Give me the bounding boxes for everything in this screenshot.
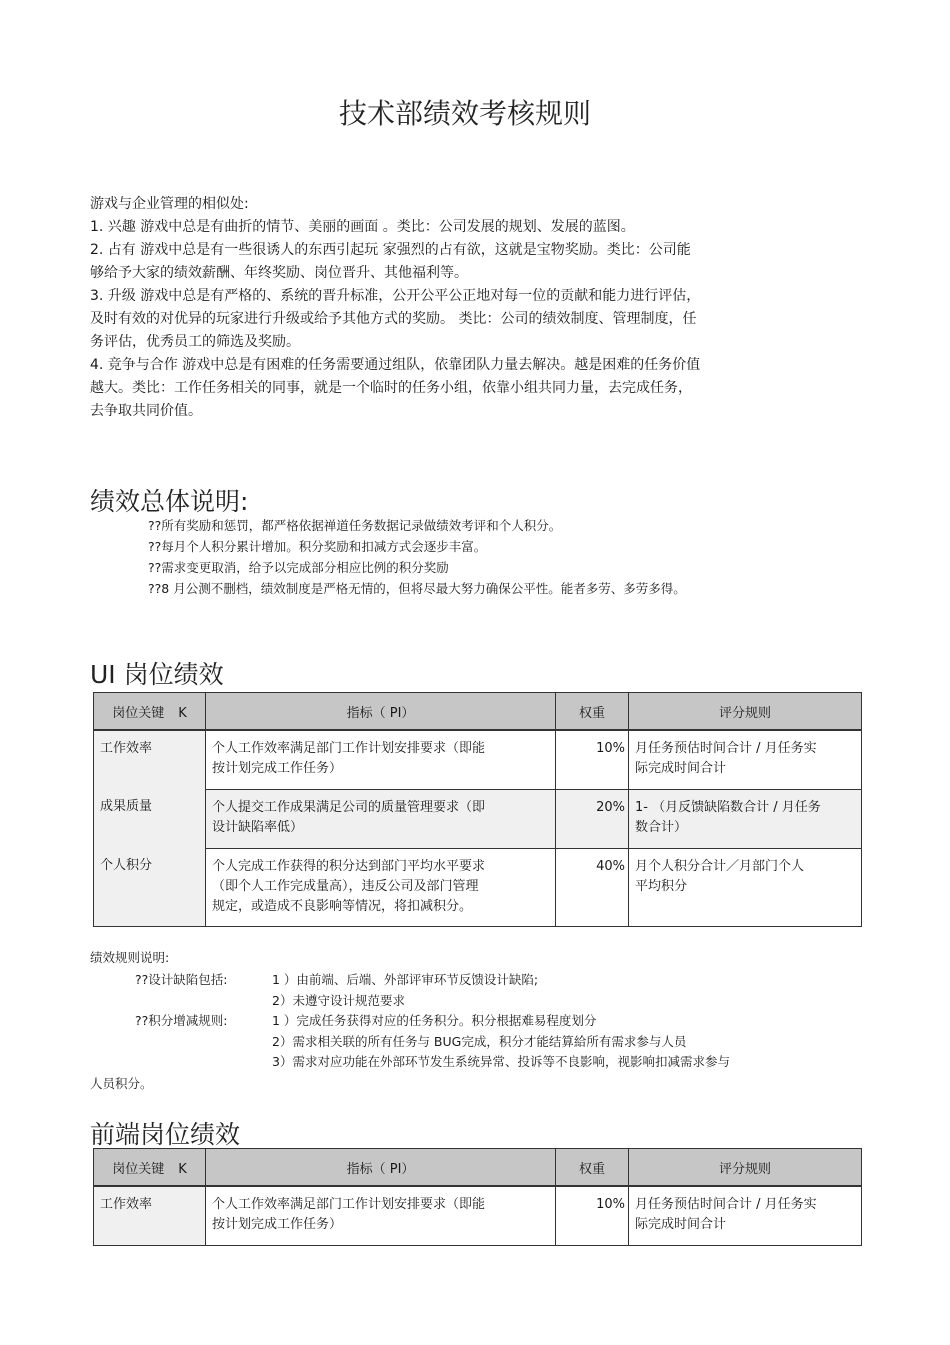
rules-title: 绩效规则说明: — [90, 950, 170, 965]
rule-line: 月任务预估时间合计 / 月任务实 — [635, 741, 817, 756]
row-rule — [629, 789, 862, 848]
intro-line: 游戏与企业管理的相似处: — [90, 196, 249, 212]
fe-section-heading: 前端岗位绩效 — [90, 1120, 241, 1149]
intro-line: 1. 兴趣 游戏中总是有曲折的情节、美丽的画面 。类比：公司发展的规划、发展的蓝图。 — [90, 219, 635, 235]
col-header-key — [94, 1149, 206, 1187]
overall-bullet: ??需求变更取消，给予以完成部分相应比例的积分奖励 — [148, 560, 449, 575]
rule-line: 月任务预估时间合计 / 月任务实 — [635, 1197, 817, 1212]
defect-label: ??设计缺陷包括: — [135, 972, 228, 987]
fe-performance-table — [93, 1148, 862, 1246]
pi-line: 设计缺陷率低） — [212, 819, 304, 835]
row-name: 个人积分 — [94, 848, 206, 926]
col-header-key-label: 岗位关键 — [112, 1161, 165, 1177]
overall-heading: 绩效总体说明: — [90, 487, 249, 516]
table-row — [94, 1186, 862, 1245]
row-rule — [629, 848, 862, 926]
col-header-weight: 权重 — [556, 693, 629, 731]
rule-line: 数合计） — [635, 819, 688, 835]
col-header-pi: 指标（ PI） — [206, 1149, 556, 1187]
pi-line: 个人工作效率满足部门工作计划安排要求（即能 — [212, 741, 486, 756]
row-weight: 20% — [556, 789, 629, 848]
table-row — [94, 789, 862, 848]
rules-tail: 人员积分。 — [90, 1076, 153, 1091]
row-name: 工作效率 — [94, 1186, 206, 1245]
intro-line: 务评估，优秀员工的筛选及奖励。 — [90, 334, 300, 350]
pi-line: 个人工作效率满足部门工作计划安排要求（即能 — [212, 1197, 486, 1212]
col-header-key — [94, 693, 206, 731]
row-name: 工作效率 — [94, 730, 206, 789]
pi-line: 规定，或造成不良影响等情况，将扣减积分。 — [212, 898, 473, 914]
table-header-row — [94, 1149, 862, 1187]
intro-line: 越大。类比：工作任务相关的同事，就是一个临时的任务小组，依靠小组共同力量，去完成任务， — [90, 380, 692, 396]
rule-line: 月个人积分合计／月部门个人 — [635, 858, 805, 874]
row-pi — [206, 848, 556, 926]
intro-line: 2. 占有 游戏中总是有一些很诱人的东西引起玩 家强烈的占有欲，这就是宝物奖励。类比：公司能 — [90, 242, 691, 258]
col-header-rule: 评分规则 — [629, 1149, 862, 1187]
intro-line: 去争取共同价值。 — [90, 403, 202, 419]
row-pi — [206, 789, 556, 848]
score-item: 3）需求对应功能在外部环节发生系统异常、投诉等不良影响，视影响扣减需求参与 — [272, 1054, 730, 1069]
row-pi — [206, 1186, 556, 1245]
overall-bullet: ??每月个人积分累计增加。积分奖励和扣减方式会逐步丰富。 — [148, 539, 487, 554]
rule-line: 平均积分 — [635, 878, 688, 894]
ui-section-heading: UI 岗位绩效 — [90, 660, 224, 689]
pi-line: （即个人工作完成量高），违反公司及部门管理 — [212, 878, 479, 894]
table-header-row — [94, 693, 862, 731]
pi-line: 个人完成工作获得的积分达到部门平均水平要求 — [212, 858, 486, 874]
col-header-key-suffix: K — [178, 705, 187, 721]
pi-line: 个人提交工作成果满足公司的质量管理要求（即 — [212, 799, 486, 815]
defect-item: 2）未遵守设计规范要求 — [272, 993, 405, 1008]
intro-line: 够给予大家的绩效薪酬、年终奖励、岗位晋升、其他福利等。 — [90, 265, 468, 281]
col-header-key-label: 岗位关键 — [112, 705, 165, 721]
score-label: ??积分增减规则: — [135, 1013, 228, 1028]
row-rule — [629, 1186, 862, 1245]
rule-line: 1- （月反馈缺陷数合计 / 月任务 — [635, 799, 821, 815]
row-rule — [629, 730, 862, 789]
col-header-key-suffix: K — [178, 1161, 187, 1177]
intro-line: 及时有效的对优异的玩家进行升级或给予其他方式的奖励。 类比：公司的绩效制度、管理制度，任 — [90, 311, 697, 327]
row-pi — [206, 730, 556, 789]
row-weight: 40% — [556, 848, 629, 926]
overall-bullet: ??8 月公测不删档，绩效制度是严格无情的，但将尽最大努力确保公平性。能者多劳、多劳多得。 — [148, 581, 686, 596]
ui-performance-table — [93, 692, 862, 927]
row-name: 成果质量 — [94, 789, 206, 848]
col-header-pi: 指标（ PI） — [206, 693, 556, 731]
rule-line: 际完成时间合计 — [635, 761, 727, 776]
overall-bullet: ??所有奖励和惩罚，都严格依据禅道任务数据记录做绩效考评和个人积分。 — [148, 518, 562, 533]
intro-line: 3. 升级 游戏中总是有严格的、系统的晋升标准，公开公平公正地对每一位的贡献和能力进行评估， — [90, 288, 701, 304]
row-weight: 10% — [556, 1186, 629, 1245]
score-item: 1 ）完成任务获得对应的任务积分。积分根据难易程度划分 — [272, 1013, 597, 1028]
defect-item: 1 ）由前端、后端、外部评审环节反馈设计缺陷; — [272, 972, 539, 987]
table-row — [94, 848, 862, 926]
col-header-weight: 权重 — [556, 1149, 629, 1187]
intro-line: 4. 竞争与合作 游戏中总是有困难的任务需要通过组队，依靠团队力量去解决。越是困难的任务价值 — [90, 357, 701, 373]
document-title: 技术部绩效考核规则 — [338, 97, 591, 130]
pi-line: 按计划完成工作任务） — [212, 1217, 343, 1232]
rule-line: 际完成时间合计 — [635, 1217, 727, 1232]
row-weight: 10% — [556, 730, 629, 789]
pi-line: 按计划完成工作任务） — [212, 761, 343, 776]
col-header-rule: 评分规则 — [629, 693, 862, 731]
table-row — [94, 730, 862, 789]
score-item: 2）需求相关联的所有任务与 BUG完成，积分才能结算給所有需求参与人员 — [272, 1034, 687, 1049]
